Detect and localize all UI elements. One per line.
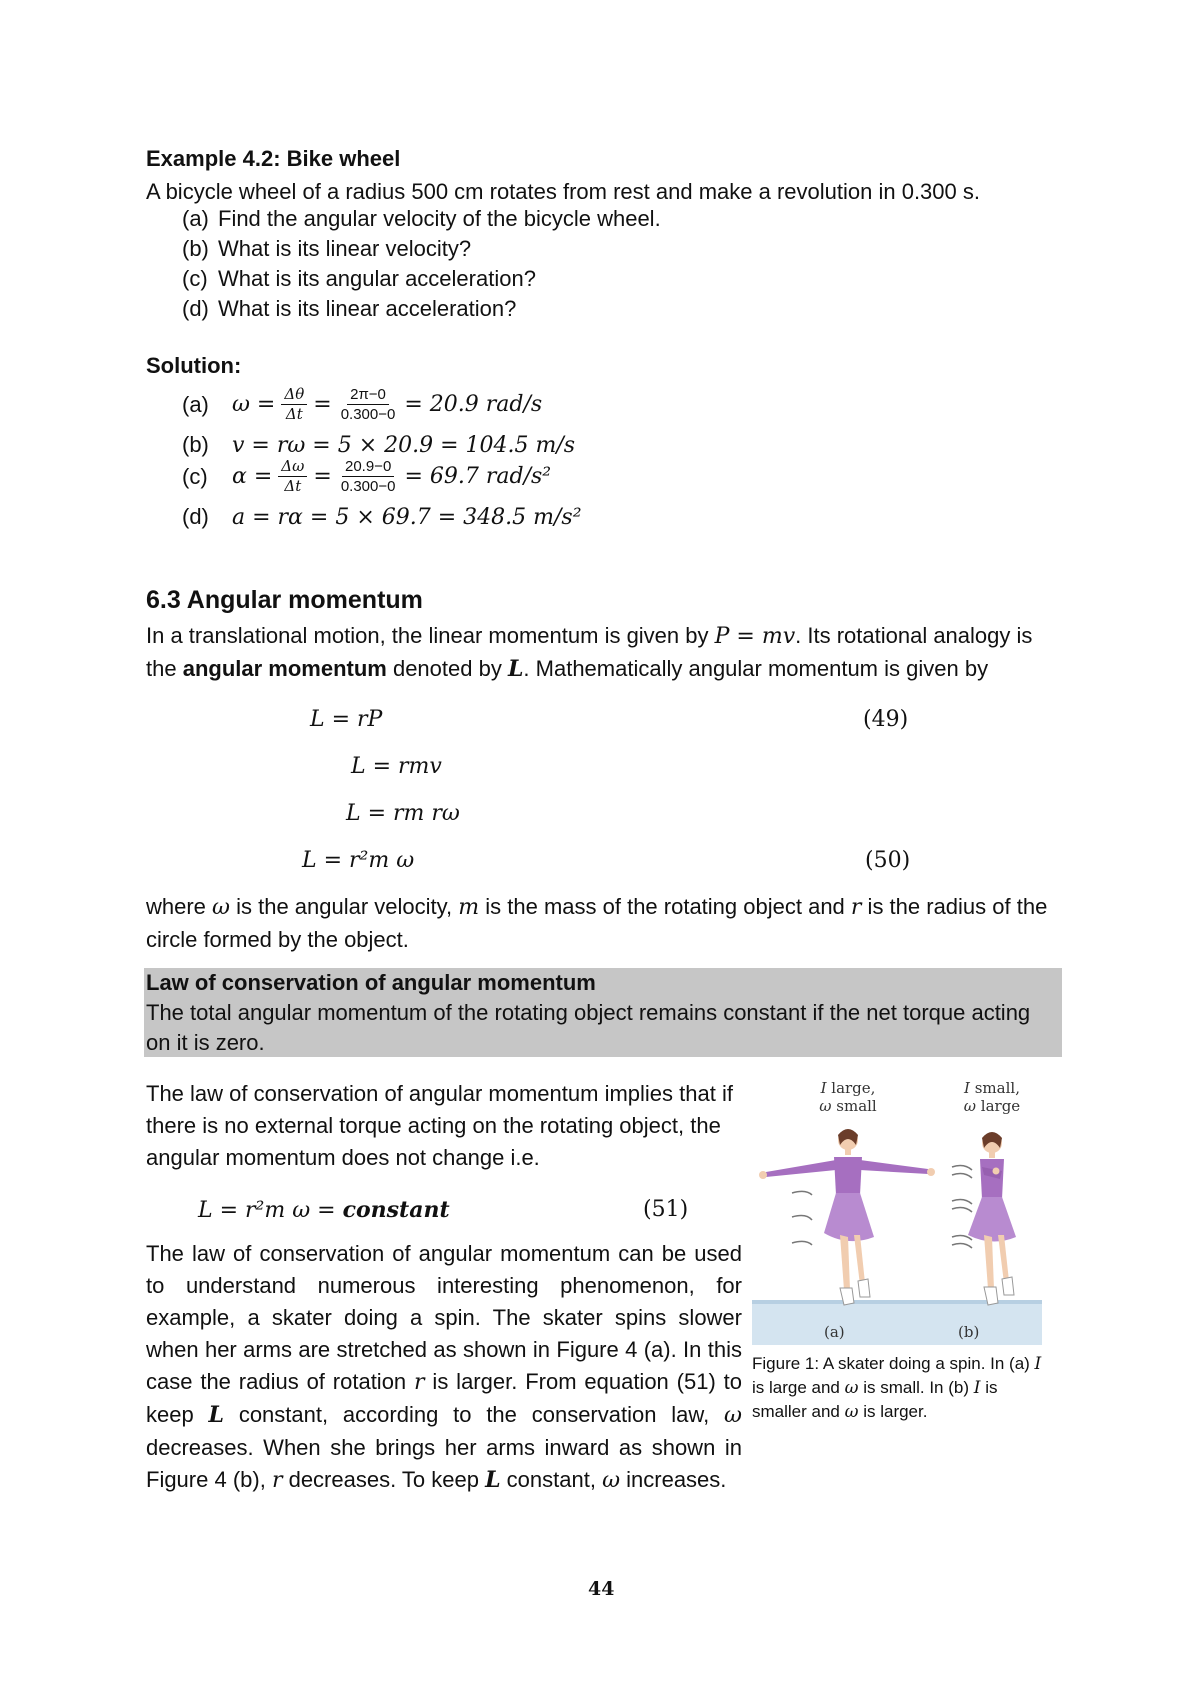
question-item: (b) What is its linear velocity?: [182, 236, 472, 261]
label-b-line2: ω large: [963, 1097, 1021, 1115]
fraction: $\frac{2\pi-0}{0.300-0}$: [340, 386, 396, 423]
fraction: $\frac{\Delta\omega}{\Delta t}$: [278, 458, 307, 495]
definition-paragraph: where ω is the angular velocity, m is the mass of the rotating object and r is the radius of the circle formed by the object.: [146, 894, 1048, 952]
question-list: [182, 204, 661, 324]
fraction: $\frac{\Delta\theta}{\Delta t}$: [281, 386, 307, 423]
ice-surface: [752, 1300, 1042, 1345]
skater-a: [759, 1129, 935, 1305]
equation-50: L = r²m ω: [302, 848, 415, 873]
question-item: (c) What is its angular acceleration?: [182, 266, 536, 291]
equation-number: (49): [863, 707, 909, 732]
question-item: (d) What is its linear acceleration?: [182, 296, 517, 321]
skater-figure: [752, 1075, 1042, 1345]
solution-a: (a) ω = $\frac{\Delta\theta}{\Delta t}$ = $\frac{2\pi-0}{0.300-0}$ = 20.9 rad/s: [182, 385, 543, 423]
label-b-line1: I small,: [964, 1079, 1020, 1097]
example-title: Example 4.2: Bike wheel: [146, 146, 401, 171]
figure-caption: Figure 1: A skater doing a spin. In (a) I is large and ω is small. In (b) I is smaller and ω is larger.: [752, 1354, 1042, 1422]
example-statement: A bicycle wheel of a radius 500 cm rotates from rest and make a revolution in 0.300 s.: [146, 179, 980, 204]
equation-51: L = r²m ω = constant: [198, 1197, 450, 1223]
panel-a-label: (a): [824, 1323, 845, 1341]
solution-label: Solution:: [146, 353, 242, 378]
section-heading: 6.3 Angular momentum: [146, 586, 423, 614]
label-a-line2: ω small: [819, 1097, 877, 1115]
equation-number: (51): [643, 1197, 689, 1222]
label-a-line1: I large,: [820, 1079, 876, 1097]
skater-paragraph: The law of conservation of angular momentum can be used to understand numerous interesting phenomenon, for example, a skater doing a spin. The skater spins slower when her arms are stretched as shown in Figure 4 (a). In this case the radius of rotation r is larger. From equation (51) to keep L constant, according to the conservation law, ω decreases. When she brings her arms inward as shown in Figure 4 (b), r decreases. To keep L constant, ω increases.: [146, 1241, 742, 1493]
law-text: The total angular momentum of the rotating object remains constant if the net torque acting on it is zero.: [146, 1000, 1031, 1055]
equation-line: L = rm rω: [346, 801, 460, 826]
panel-b-label: (b): [958, 1323, 980, 1341]
equation-line: L = rmv: [351, 754, 442, 779]
law-title: Law of conservation of angular momentum: [146, 970, 596, 995]
equation-49: L = rP: [310, 707, 383, 732]
question-item: (a) Find the angular velocity of the bicycle wheel.: [182, 206, 661, 231]
equation-number: (50): [865, 848, 911, 873]
solution-b: (b) v = rω = 5 × 20.9 = 104.5 m/s: [182, 432, 576, 458]
law-box: [144, 968, 1062, 1057]
fraction: $\frac{20.9-0}{0.300-0}$: [340, 458, 396, 495]
conservation-paragraph: The law of conservation of angular momentum implies that if there is no external torque acting on the rotating object, the angular momentum does not change i.e.: [146, 1081, 733, 1170]
solution-c: (c) α = $\frac{\Delta\omega}{\Delta t}$ = $\frac{20.9-0}{0.300-0}$ = 69.7 rad/s²: [182, 457, 552, 495]
skater-b: [952, 1132, 1016, 1305]
page-number: 44: [588, 1578, 615, 1600]
skater-illustration: [752, 1075, 1042, 1345]
intro-paragraph: In a translational motion, the linear momentum is given by P = mv. Its rotational analogy is the angular momentum denoted by L. Mathematically angular momentum is given by: [146, 623, 1033, 682]
solution-d: (d) a = rα = 5 × 69.7 = 348.5 m/s²: [182, 504, 582, 530]
